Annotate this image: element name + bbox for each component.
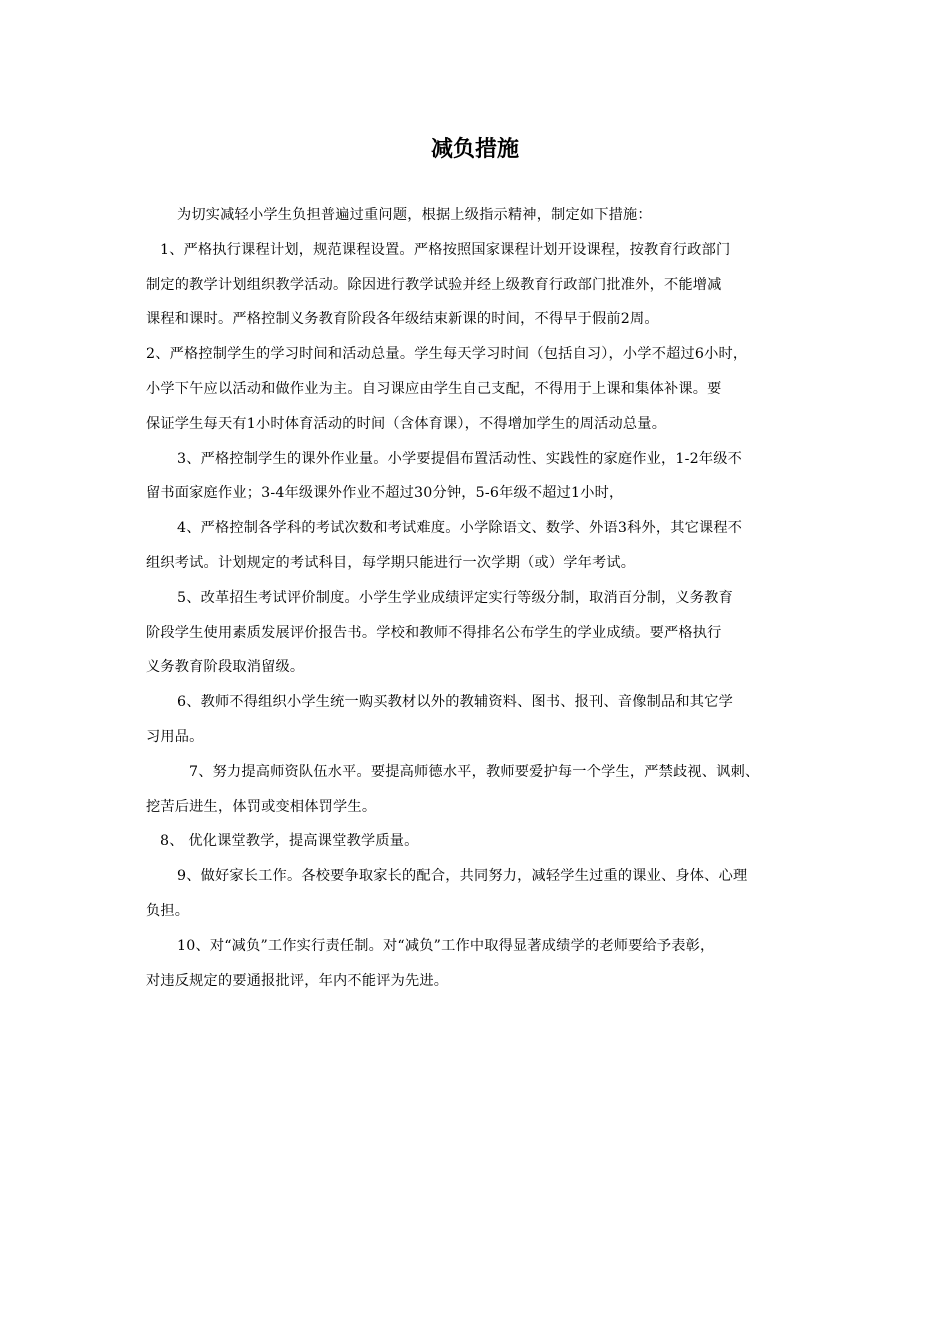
paragraph-line: 保证学生每天有1小时体育活动的时间（含体育课），不得增加学生的周活动总量。 bbox=[146, 415, 667, 432]
paragraph-line: 10、对“减负”工作实行责任制。对“减负”工作中取得显著成绩学的老师要给予表彰， bbox=[177, 937, 715, 954]
paragraph-line: 为切实减轻小学生负担普遍过重问题，根据上级指示精神，制定如下措施： bbox=[177, 207, 652, 223]
paragraph-line: 组织考试。计划规定的考试科目，每学期只能进行一次学期（或）学年考试。 bbox=[146, 554, 636, 571]
paragraph-line: 2、严格控制学生的学习时间和活动总量。学生每天学习时间（包括自习），小学不超过6小时， bbox=[146, 346, 748, 363]
paragraph-line: 小学下午应以活动和做作业为主。自习课应由学生自己支配，不得用于上课和集体补课。要 bbox=[146, 380, 722, 397]
document-body bbox=[146, 198, 811, 998]
paragraph-line: 6、教师不得组织小学生统一购买教材以外的教辅资料、图书、报刊、音像制品和其它学 bbox=[177, 694, 733, 711]
paragraph-line: 8、 优化课堂教学，提高课堂教学质量。 bbox=[160, 833, 419, 850]
paragraph-line: 课程和课时。严格控制义务教育阶段各年级结束新课的时间，不得早于假前2周。 bbox=[146, 311, 659, 328]
paragraph-line: 3、严格控制学生的课外作业量。小学要提倡布置活动性、实践性的家庭作业，1-2年级不 bbox=[177, 450, 743, 467]
paragraph-line: 9、做好家长工作。各校要争取家长的配合，共同努力，减轻学生过重的课业、身体、心理 bbox=[177, 868, 748, 885]
paragraph-line: 义务教育阶段取消留级。 bbox=[146, 659, 305, 676]
paragraph-line: 7、努力提高师资队伍水平。要提高师德水平，教师要爱护每一个学生，严禁歧视、讽刺、 bbox=[189, 763, 760, 780]
paragraph-line: 对违反规定的要通报批评，年内不能评为先进。 bbox=[146, 972, 449, 989]
paragraph-line: 挖苦后进生，体罚或变相体罚学生。 bbox=[146, 798, 377, 815]
paragraph-line: 阶段学生使用素质发展评价报告书。学校和教师不得排名公布学生的学业成绩。要严格执行 bbox=[146, 624, 722, 641]
paragraph-line: 留书面家庭作业；3-4年级课外作业不超过30分钟，5-6年级不超过1小时， bbox=[146, 485, 624, 502]
paragraph-line: 制定的教学计划组织教学活动。除因进行教学试验并经上级教育行政部门批准外，不能增减 bbox=[146, 276, 722, 293]
paragraph-line: 负担。 bbox=[146, 902, 190, 919]
paragraph-line: 5、改革招生考试评价制度。小学生学业成绩评定实行等级分制，取消百分制，义务教育 bbox=[177, 589, 733, 606]
paragraph-line: 习用品。 bbox=[146, 728, 204, 745]
paragraph-line: 4、严格控制各学科的考试次数和考试难度。小学除语文、数学、外语3科外，其它课程不 bbox=[177, 520, 743, 537]
document-title: 减负措施 bbox=[430, 137, 519, 162]
paragraph-line: 1、严格执行课程计划，规范课程设置。严格按照国家课程计划开设课程，按教育行政部门 bbox=[160, 241, 731, 258]
